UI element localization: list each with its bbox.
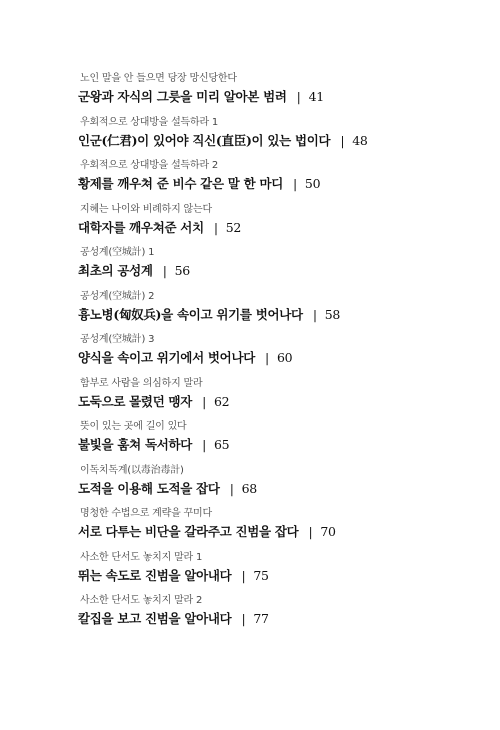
separator: | xyxy=(340,132,345,148)
toc-entry[interactable] xyxy=(78,290,478,334)
entry-title: 인군(仁君)이 있어야 직신(直臣)이 있는 법이다 xyxy=(78,132,331,148)
page-number: 65 xyxy=(214,437,230,452)
entry-title: 서로 다투는 비단을 갈라주고 진범을 잡다 xyxy=(78,524,299,539)
section-label: 지혜는 나이와 비례하지 않는다 xyxy=(80,203,212,215)
toc-entry[interactable] xyxy=(78,594,478,638)
table-of-contents xyxy=(78,72,478,638)
entry-title: 최초의 공성계 xyxy=(78,263,153,278)
separator: | xyxy=(202,393,207,409)
entry-line xyxy=(78,478,478,500)
page-number: 77 xyxy=(253,611,269,626)
entry-line xyxy=(78,391,478,413)
separator: | xyxy=(308,524,313,539)
separator: | xyxy=(293,176,297,191)
entry-line xyxy=(78,434,478,456)
section-label: 이독치독계(以毒治毒計) xyxy=(80,464,184,476)
separator: | xyxy=(241,611,246,626)
separator: | xyxy=(229,480,234,496)
section-label: 사소한 단서도 놓치지 말라 2 xyxy=(80,595,203,606)
separator: | xyxy=(162,263,167,278)
entry-title: 도둑으로 몰렸던 맹자 xyxy=(78,393,193,409)
entry-line xyxy=(78,130,478,152)
toc-entry[interactable] xyxy=(78,551,478,595)
toc-entry[interactable] xyxy=(78,507,478,551)
page-number: 52 xyxy=(225,219,242,235)
toc-entry[interactable] xyxy=(78,159,478,203)
section-label: 우회적으로 상대방을 설득하라 2 xyxy=(80,160,219,171)
entry-title: 황제를 깨우쳐 준 비수 같은 말 한 마디 xyxy=(78,176,283,191)
section-label: 공성계(空城計) 1 xyxy=(80,247,155,258)
toc-entry[interactable] xyxy=(78,116,478,160)
entry-line xyxy=(78,86,478,108)
toc-entry[interactable] xyxy=(78,246,478,290)
entry-line xyxy=(78,173,478,195)
toc-entry[interactable] xyxy=(78,72,478,116)
separator: | xyxy=(312,306,317,322)
section-label: 우회적으로 상대방을 설득하라 1 xyxy=(80,116,219,128)
page-number: 58 xyxy=(324,306,341,322)
toc-entry[interactable] xyxy=(78,203,478,247)
page-number: 68 xyxy=(241,480,257,496)
page-number: 75 xyxy=(253,567,269,583)
entry-line xyxy=(78,304,478,326)
section-label: 노인 말을 안 들으면 당장 망신당한다 xyxy=(80,73,237,84)
toc-entry[interactable] xyxy=(78,377,478,421)
page-number: 48 xyxy=(352,132,368,148)
entry-title: 양식을 속이고 위기에서 벗어나다 xyxy=(78,350,256,365)
page-number: 70 xyxy=(320,524,336,539)
entry-title: 도적을 이용해 도적을 잡다 xyxy=(78,480,220,496)
page-number: 62 xyxy=(214,393,230,409)
entry-line xyxy=(78,565,478,587)
toc-entry[interactable] xyxy=(78,420,478,464)
separator: | xyxy=(265,350,269,365)
entry-title: 불빛을 훔쳐 독서하다 xyxy=(78,437,193,452)
page-number: 41 xyxy=(308,89,324,104)
page-number: 60 xyxy=(276,350,293,365)
separator: | xyxy=(296,89,301,104)
section-label: 공성계(空城計) 2 xyxy=(80,290,155,302)
section-label: 공성계(空城計) 3 xyxy=(80,334,155,345)
separator: | xyxy=(213,219,218,235)
section-label: 사소한 단서도 놓치지 말라 1 xyxy=(80,551,203,563)
separator: | xyxy=(202,437,207,452)
entry-title: 뛰는 속도로 진범을 알아내다 xyxy=(78,567,232,583)
entry-line xyxy=(78,521,478,543)
page-number: 56 xyxy=(174,263,190,278)
entry-title: 칼집을 보고 진범을 알아내다 xyxy=(78,611,232,626)
entry-line xyxy=(78,260,478,282)
entry-title: 흉노병(匈奴兵)을 속이고 위기를 벗어나다 xyxy=(78,306,303,322)
toc-entry[interactable] xyxy=(78,464,478,508)
entry-line xyxy=(78,608,478,630)
entry-title: 대학자를 깨우쳐준 서치 xyxy=(78,219,204,235)
section-label: 뜻이 있는 곳에 길이 있다 xyxy=(80,421,187,432)
separator: | xyxy=(241,567,246,583)
entry-line xyxy=(78,347,478,369)
toc-entry[interactable] xyxy=(78,333,478,377)
entry-title: 군왕과 자식의 그릇을 미리 알아본 범려 xyxy=(78,89,287,104)
section-label: 명청한 수법으로 계략을 꾸미다 xyxy=(80,508,212,519)
section-label: 함부로 사람을 의심하지 말라 xyxy=(80,377,203,389)
page-number: 50 xyxy=(304,176,321,191)
entry-line xyxy=(78,217,478,239)
